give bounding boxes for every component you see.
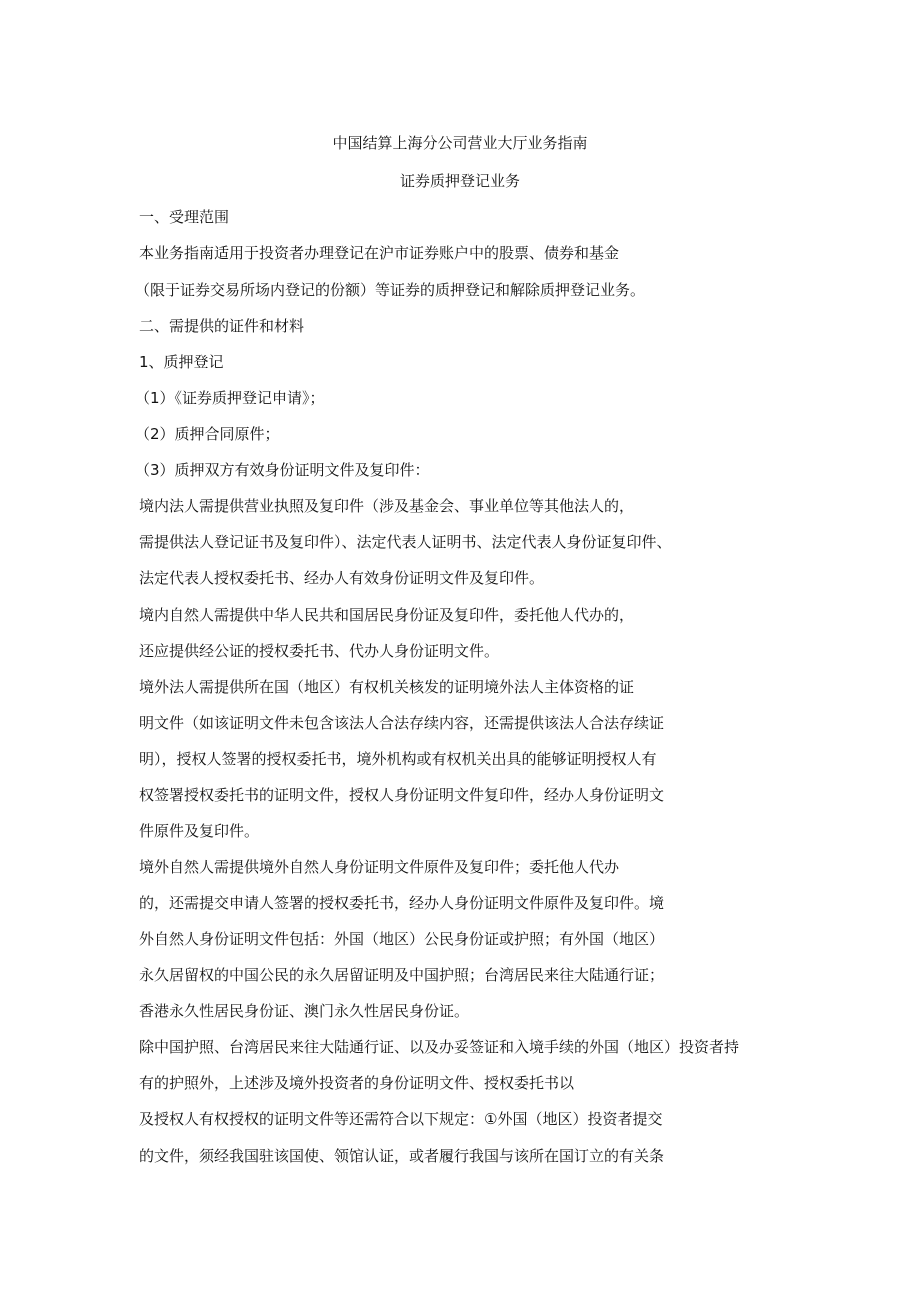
paragraph-line: 永久居留权的中国公民的永久居留证明及中国护照；台湾居民来往大陆通行证；: [139, 966, 665, 984]
section-heading: 二、需提供的证件和材料: [139, 317, 305, 335]
paragraph-line: 除中国护照、台湾居民来往大陆通行证、以及办妥签证和入境手续的外国（地区）投资者持: [139, 1038, 740, 1056]
subsection-heading: 1、质押登记: [139, 353, 224, 371]
paragraph-line: 件原件及复印件。: [139, 822, 260, 840]
paragraph-line: 的，还需提交申请人签署的授权委托书，经办人身份证明文件原件及复印件。境: [139, 894, 665, 912]
list-item: （1）《证券质押登记申请》；: [135, 389, 325, 407]
paragraph-line: 法定代表人授权委托书、经办人有效身份证明文件及复印件。: [139, 569, 545, 587]
paragraph-line: 权签署授权委托书的证明文件，授权人身份证明文件复印件，经办人身份证明文: [139, 786, 665, 804]
document-title: 中国结算上海分公司营业大厅业务指南: [332, 134, 588, 152]
paragraph-line: 境外自然人需提供境外自然人身份证明文件原件及复印件；委托他人代办: [139, 858, 620, 876]
paragraph-line: 及授权人有权授权的证明文件等还需符合以下规定：①外国（地区）投资者提交: [139, 1110, 663, 1128]
paragraph-line: （限于证券交易所场内登记的份额）等证券的质押登记和解除质押登记业务。: [135, 281, 646, 299]
document-subtitle: 证券质押登记业务: [399, 172, 520, 190]
paragraph-line: 明），授权人签署的授权委托书，境外机构或有权机关出具的能够证明授权人有: [139, 750, 657, 768]
paragraph-line: 境外法人需提供所在国（地区）有权机关核发的证明境外法人主体资格的证: [139, 678, 635, 696]
paragraph-line: 外自然人身份证明文件包括：外国（地区）公民身份证或护照；有外国（地区）: [139, 930, 665, 948]
paragraph-line: 需提供法人登记证书及复印件）、法定代表人证明书、法定代表人身份证复印件、: [139, 533, 672, 551]
paragraph-line: 的文件，须经我国驻该国使、领馆认证，或者履行我国与该所在国订立的有关条: [139, 1147, 665, 1165]
paragraph-line: 境内自然人需提供中华人民共和国居民身份证及复印件，委托他人代办的，: [139, 606, 635, 624]
section-heading: 一、受理范围: [139, 208, 230, 226]
paragraph-line: 明文件（如该证明文件未包含该法人合法存续内容，还需提供该法人合法存续证: [139, 714, 665, 732]
paragraph-line: 境内法人需提供营业执照及复印件（涉及基金会、事业单位等其他法人的，: [139, 497, 635, 515]
paragraph-line: 本业务指南适用于投资者办理登记在沪市证券账户中的股票、债券和基金: [139, 244, 620, 262]
list-item: （2）质押合同原件；: [135, 425, 280, 443]
paragraph-line: 还应提供经公证的授权委托书、代办人身份证明文件。: [139, 642, 500, 660]
list-item: （3）质押双方有效身份证明文件及复印件：: [135, 461, 430, 479]
paragraph-line: 有的护照外，上述涉及境外投资者的身份证明文件、授权委托书以: [139, 1074, 575, 1092]
paragraph-line: 香港永久性居民身份证、澳门永久性居民身份证。: [139, 1002, 470, 1020]
